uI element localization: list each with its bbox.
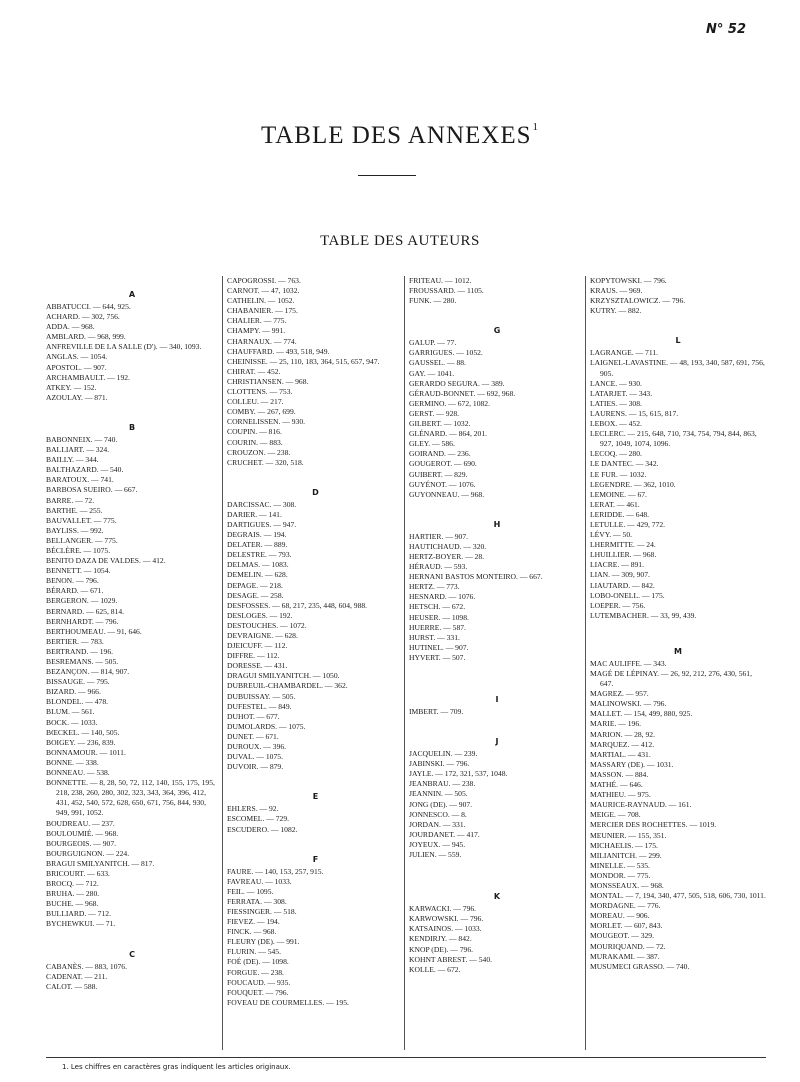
section-letter: M bbox=[674, 646, 682, 656]
author-entry: BROCQ. — 712. bbox=[46, 879, 99, 889]
author-entry: COUPIN. — 816. bbox=[227, 427, 282, 437]
author-entry: MERCIER DES ROCHETTES. — 1019. bbox=[590, 820, 717, 830]
author-entry: BERTHOUMEAU. — 91, 646. bbox=[46, 626, 142, 636]
author-entry: ANFREVILLE DE LA SALLE (D'). — 340, 1093. bbox=[46, 342, 202, 352]
author-entry: MINELLE. — 535. bbox=[590, 860, 650, 870]
author-entry: DARIER. — 141. bbox=[227, 509, 282, 519]
author-entry: FERRATA. — 308. bbox=[227, 896, 287, 906]
author-entry: FIESSINGER. — 518. bbox=[227, 906, 297, 916]
author-entry: BRUHA. — 280. bbox=[46, 889, 100, 899]
author-entry: DUBUISSAY. — 505. bbox=[227, 691, 296, 701]
author-entry: HETSCH. — 672. bbox=[409, 602, 466, 612]
section-letter: I bbox=[495, 695, 499, 704]
spacer bbox=[409, 878, 585, 890]
author-entry: MARIE. — 196. bbox=[590, 719, 642, 729]
author-entry: FUNK. — 280. bbox=[409, 296, 457, 306]
author-entry: CHRISTIANSEN. — 968. bbox=[227, 376, 309, 386]
author-entry: CHIRAT. — 452. bbox=[227, 366, 281, 376]
author-entry: FOÉ (DE). — 1098. bbox=[227, 957, 289, 967]
author-entry: LOBO-ONELL. — 175. bbox=[590, 590, 665, 600]
author-entry: LHERMITTE. — 24. bbox=[590, 540, 656, 550]
author-entry: BULLIARD. — 712. bbox=[46, 909, 111, 919]
author-entry: LIAUTARD. — 842. bbox=[590, 580, 655, 590]
author-entry: HERNANI BASTOS MONTEIRO. — 667. bbox=[409, 572, 543, 582]
author-entry: GÉRAUD-BONNET. — 692, 968. bbox=[409, 388, 516, 398]
spacer bbox=[590, 621, 766, 639]
author-entry: BONNETTE. — 8, 28, 50, 72, 112, 140, 155, 175, 195, 218, 238, 260, 280, 302, 323, 343, 364, 396, 412, 431, 452, 540, 572, 628, 650, 671, 756, 844, 930, 949, 991, 1052. bbox=[46, 778, 215, 818]
author-entry: BAYLISS. — 992. bbox=[46, 525, 104, 535]
author-entry: LATARJET. — 343. bbox=[590, 388, 653, 398]
author-entry: JEANBRAU. — 238. bbox=[409, 779, 476, 789]
author-entry: BARATOUX. — 741. bbox=[46, 475, 114, 485]
author-entry: MORLET. — 607, 843. bbox=[590, 921, 663, 931]
author-entry: GOIRAND. — 236. bbox=[409, 449, 471, 459]
author-entry: LIACRE. — 891. bbox=[590, 560, 644, 570]
author-entry: BAILLY. — 344. bbox=[46, 455, 99, 465]
spacer bbox=[409, 663, 585, 681]
author-entry: FORGUE. — 238. bbox=[227, 967, 284, 977]
author-entry: IMBERT. — 709. bbox=[409, 707, 464, 716]
author-entry: KOPYTOWSKI. — 796. bbox=[590, 276, 667, 285]
page-title bbox=[0, 122, 800, 150]
author-entry: GALUP. — 77. bbox=[409, 338, 457, 348]
author-entry: HÉRAUD. — 593. bbox=[409, 562, 468, 572]
author-entry: HYVERT. — 507. bbox=[409, 652, 466, 662]
author-entry: MARION. — 28, 92. bbox=[590, 729, 655, 739]
author-entry: CHAUFFARD. — 493, 518, 949. bbox=[227, 346, 330, 356]
author-entry: MARQUEZ. — 412. bbox=[590, 739, 655, 749]
author-entry: GARRIGUES. — 1052. bbox=[409, 348, 483, 358]
author-entry: CHAMPY. — 991. bbox=[227, 326, 286, 336]
author-entry: BENITO DAZA DE VALDES. — 412. bbox=[46, 556, 166, 566]
author-entry: GAY. — 1041. bbox=[409, 368, 455, 378]
author-entry: JABINSKI. — 796. bbox=[409, 759, 470, 769]
spacer bbox=[227, 772, 404, 790]
author-entry: BLUM. — 561. bbox=[46, 707, 95, 717]
author-index bbox=[46, 276, 766, 1050]
author-entry: JOURDANET. — 417. bbox=[409, 829, 480, 839]
spacer bbox=[409, 306, 585, 324]
author-entry: HURST. — 331. bbox=[409, 632, 460, 642]
author-entry: BÉCLÈRE. — 1075. bbox=[46, 545, 111, 555]
author-entry: BRICOURT. — 633. bbox=[46, 868, 110, 878]
index-column-1 bbox=[46, 276, 222, 1050]
author-entry: HESNARD. — 1076. bbox=[409, 592, 476, 602]
author-entry: KUTRY. — 882. bbox=[590, 306, 642, 316]
spacer bbox=[46, 930, 218, 948]
author-entry: LE FUR. — 1032. bbox=[590, 469, 647, 479]
author-entry: ESCOMEL. — 729. bbox=[227, 814, 290, 824]
author-entry: MAGÉ DE LÉPINAY. — 26, 92, 212, 276, 430, 561, 647. bbox=[590, 669, 753, 689]
author-entry: MALLET. — 154, 499, 880, 925. bbox=[590, 709, 693, 719]
author-entry: GUIBERT. — 829. bbox=[409, 469, 468, 479]
author-entry: BOCK. — 1033. bbox=[46, 717, 98, 727]
author-entry: AZOULAY. — 871. bbox=[46, 392, 108, 402]
author-entry: ADDA. — 968. bbox=[46, 322, 95, 332]
author-entry: LEBOX. — 452. bbox=[590, 419, 642, 429]
author-entry: JEANNIN. — 505. bbox=[409, 789, 468, 799]
author-entry: BELLANGER. — 775. bbox=[46, 535, 118, 545]
author-entry: BENON. — 796. bbox=[46, 576, 99, 586]
author-entry: BERGERON. — 1029. bbox=[46, 596, 118, 606]
author-entry: ACHARD. — 302, 756. bbox=[46, 312, 120, 322]
author-entry: JACQUELIN. — 239. bbox=[409, 749, 478, 759]
author-entry: BUCHE. — 968. bbox=[46, 899, 99, 909]
author-entry: MAURICE-RAYNAUD. — 161. bbox=[590, 800, 692, 810]
author-entry: MALINOWSKI. — 796. bbox=[590, 699, 667, 709]
author-entry: LEGENDRE. — 362, 1010. bbox=[590, 479, 676, 489]
author-entry: FRITEAU. — 1012. bbox=[409, 276, 472, 285]
author-entry: CABANÈS. — 883, 1076. bbox=[46, 961, 128, 971]
author-entry: LERAT. — 461. bbox=[590, 499, 640, 509]
author-entry: CORNELISSEN. — 930. bbox=[227, 417, 306, 427]
spacer bbox=[227, 468, 404, 486]
author-entry: DARCISSAC. — 308. bbox=[227, 499, 297, 509]
spacer bbox=[227, 835, 404, 853]
author-entry: KARWACKI. — 796. bbox=[409, 904, 477, 914]
author-entry: LERIDDE. — 648. bbox=[590, 509, 650, 519]
author-entry: LETULLE. — 429, 772. bbox=[590, 519, 666, 529]
author-entry: LAIGNEL-LAVASTINE. — 48, 193, 340, 587, 691, 756, 905. bbox=[590, 358, 765, 378]
author-entry: LATIES. — 308. bbox=[590, 398, 642, 408]
author-entry: DUMOLARDS. — 1075. bbox=[227, 721, 306, 731]
author-entry: DELATER. — 889. bbox=[227, 540, 288, 550]
author-entry: BALLIART. — 324. bbox=[46, 445, 110, 455]
author-entry: HERTZ. — 773. bbox=[409, 582, 460, 592]
author-entry: LAGRANGE. — 711. bbox=[590, 348, 659, 358]
author-entry: MEUNIER. — 155, 351. bbox=[590, 830, 667, 840]
author-entry: HERTZ-BOYER. — 28. bbox=[409, 551, 485, 561]
author-entry: DIFFRE. — 112. bbox=[227, 651, 280, 661]
author-entry: LANCE. — 930. bbox=[590, 378, 642, 388]
author-entry: HAUTICHAUD. — 320. bbox=[409, 541, 487, 551]
author-entry: ATKEY. — 152. bbox=[46, 382, 97, 392]
author-entry: FOUCAUD. — 935. bbox=[227, 977, 291, 987]
author-entry: CAPOGROSSI. — 763. bbox=[227, 276, 301, 285]
index-column-4 bbox=[585, 276, 766, 1050]
author-entry: MOURIQUAND. — 72. bbox=[590, 941, 666, 951]
author-entry: DESAGE. — 258. bbox=[227, 590, 284, 600]
author-entry: BEZANÇON. — 814, 907. bbox=[46, 667, 130, 677]
author-entry: BONNEAU. — 538. bbox=[46, 768, 110, 778]
author-entry: FEIL. — 1095. bbox=[227, 886, 274, 896]
author-entry: COLLEU. — 217. bbox=[227, 397, 284, 407]
author-entry: BERTIER. — 783. bbox=[46, 636, 104, 646]
author-entry: BÉRARD. — 671. bbox=[46, 586, 104, 596]
page-number: N° 52 bbox=[706, 22, 746, 37]
section-letter: E bbox=[312, 792, 319, 802]
author-entry: FAVREAU. — 1033. bbox=[227, 876, 292, 886]
author-entry: MARTIAL. — 431. bbox=[590, 749, 651, 759]
author-entry: BERNHARDT. — 796. bbox=[46, 616, 119, 626]
author-entry: GERARDO SEGURA. — 389. bbox=[409, 378, 505, 388]
author-entry: JORDAN. — 331. bbox=[409, 819, 466, 829]
author-entry: LEMOINE. — 67. bbox=[590, 489, 647, 499]
author-entry: MONDOR. — 775. bbox=[590, 870, 651, 880]
author-entry: CARNOT. — 47, 1032. bbox=[227, 286, 300, 296]
author-entry: JONG (DE). — 907. bbox=[409, 799, 473, 809]
author-entry: KRAUS. — 969. bbox=[590, 286, 643, 296]
index-column-3 bbox=[404, 276, 585, 1050]
author-entry: MUSUMECI GRASSO. — 740. bbox=[590, 961, 690, 971]
author-entry: MONSSEAUX. — 968. bbox=[590, 880, 664, 890]
author-entry: BARTHE. — 255. bbox=[46, 505, 103, 515]
author-entry: DARTIGUES. — 947. bbox=[227, 519, 297, 529]
author-entry: LE DANTEC. — 342. bbox=[590, 459, 659, 469]
author-entry: DUVAL. — 1075. bbox=[227, 752, 283, 762]
author-entry: ESCUDERO. — 1082. bbox=[227, 824, 298, 834]
author-entry: GERMINO. — 672, 1082. bbox=[409, 398, 490, 408]
author-entry: FOVEAU DE COURMELLES. — 195. bbox=[227, 997, 349, 1007]
author-entry: MURAKAMI. — 387. bbox=[590, 951, 660, 961]
author-entry: LECOQ. — 280. bbox=[590, 449, 642, 459]
index-column-2 bbox=[222, 276, 404, 1050]
author-entry: GOUGEROT. — 690. bbox=[409, 459, 477, 469]
author-entry: APOSTOL. — 907. bbox=[46, 362, 107, 372]
author-entry: DUBREUIL-CHAMBARDEL. — 362. bbox=[227, 681, 348, 691]
author-entry: BOIGEY. — 236, 839. bbox=[46, 737, 116, 747]
author-entry: CROUZON. — 238. bbox=[227, 447, 291, 457]
author-entry: CADENAT. — 211. bbox=[46, 971, 108, 981]
author-entry: FIEVEZ. — 194. bbox=[227, 917, 280, 927]
author-entry: BOUDREAU. — 237. bbox=[46, 818, 115, 828]
author-entry: HEUSER. — 1098. bbox=[409, 612, 469, 622]
author-entry: COURIN. — 883. bbox=[227, 437, 283, 447]
section-letter: J bbox=[495, 737, 499, 747]
author-entry: FROUSSARD. — 1105. bbox=[409, 286, 484, 296]
footnote-marker: 1 bbox=[532, 120, 540, 133]
author-entry: MATHÉ. — 646. bbox=[590, 780, 643, 790]
section-letter: D bbox=[312, 487, 319, 497]
section-title: TABLE DES AUTEURS bbox=[320, 233, 480, 249]
author-entry: DJEICUFF. — 112. bbox=[227, 641, 288, 651]
author-entry: GERST. — 928. bbox=[409, 408, 460, 418]
author-entry: ANGLAS. — 1054. bbox=[46, 352, 108, 362]
author-entry: DELMAS. — 1083. bbox=[227, 560, 289, 570]
author-entry: JOYEUX. — 945. bbox=[409, 839, 466, 849]
author-entry: LHUILLIER. — 968. bbox=[590, 550, 657, 560]
author-entry: MAC AULIFFE. — 343. bbox=[590, 658, 667, 668]
author-entry: KATSAINOS. — 1033. bbox=[409, 924, 482, 934]
spacer bbox=[590, 316, 766, 334]
author-entry: KNOP (DE). — 796. bbox=[409, 944, 474, 954]
author-entry: DESTOUCHES. — 1072. bbox=[227, 620, 307, 630]
spacer bbox=[409, 717, 585, 735]
footnote: 1. Les chiffres en caractères gras indiquent les articles originaux. bbox=[62, 1063, 291, 1071]
author-entry: DEGRAIS. — 194. bbox=[227, 530, 287, 540]
author-entry: DESFOSSES. — 68, 217, 235, 448, 604, 988. bbox=[227, 600, 368, 610]
author-entry: DEPAGE. — 218. bbox=[227, 580, 283, 590]
author-entry: DUNET. — 671. bbox=[227, 731, 279, 741]
author-entry: ARCHAMBAULT. — 192. bbox=[46, 372, 130, 382]
author-entry: KOLLE. — 672. bbox=[409, 964, 461, 974]
author-entry: GUYÉNOT. — 1076. bbox=[409, 479, 476, 489]
author-entry: MEIGE. — 708. bbox=[590, 810, 641, 820]
author-entry: LOEPER. — 756. bbox=[590, 600, 646, 610]
author-entry: EHLERS. — 92. bbox=[227, 804, 279, 814]
author-entry: AMBLARD. — 968, 999. bbox=[46, 332, 126, 342]
author-entry: BOURGUIGNON. — 224. bbox=[46, 848, 130, 858]
author-entry: KRZYSZTALOWICZ. — 796. bbox=[590, 296, 686, 306]
author-entry: CALOT. — 588. bbox=[46, 981, 98, 991]
author-entry: MORDAGNE. — 776. bbox=[590, 901, 661, 911]
author-entry: MICHAELIS. — 175. bbox=[590, 840, 658, 850]
author-entry: JULIEN. — 559. bbox=[409, 850, 462, 860]
section-letter: C bbox=[129, 949, 135, 959]
author-entry: DUFESTEL. — 849. bbox=[227, 701, 292, 711]
author-entry: BISSAUGE. — 795. bbox=[46, 677, 110, 687]
author-entry: BENNETT. — 1054. bbox=[46, 566, 111, 576]
section-letter: L bbox=[675, 336, 681, 346]
author-entry: BONNAMOUR. — 1011. bbox=[46, 747, 126, 757]
author-entry: MOREAU. — 906. bbox=[590, 911, 650, 921]
author-entry: GUYONNEAU. — 968. bbox=[409, 489, 485, 499]
author-entry: BAUVALLET. — 775. bbox=[46, 515, 117, 525]
author-entry: KENDIRJY. — 842. bbox=[409, 934, 472, 944]
title-text: TABLE DES ANNEXES bbox=[260, 122, 532, 149]
spacer bbox=[46, 276, 218, 288]
author-entry: BOURGEOIS. — 907. bbox=[46, 838, 117, 848]
author-entry: KOHNT ABREST. — 540. bbox=[409, 954, 493, 964]
author-entry: MASSARY (DE). — 1031. bbox=[590, 759, 674, 769]
author-entry: DESLOGES. — 192. bbox=[227, 610, 293, 620]
author-entry: DEVRAIGNE. — 628. bbox=[227, 631, 298, 640]
author-entry: CATHELIN. — 1052. bbox=[227, 296, 295, 306]
author-entry: BŒCKEL. — 140, 505. bbox=[46, 727, 120, 737]
spacer bbox=[409, 860, 585, 878]
author-entry: LUTEMBACHER. — 33, 99, 439. bbox=[590, 610, 697, 620]
author-entry: CRUCHET. — 320, 518. bbox=[227, 457, 304, 467]
author-entry: BALTHAZARD. — 540. bbox=[46, 465, 124, 475]
author-entry: BYCHEWKUI. — 71. bbox=[46, 919, 116, 929]
author-entry: BABONNEIX. — 740. bbox=[46, 434, 118, 444]
author-entry: GILBERT. — 1032. bbox=[409, 419, 471, 429]
author-entry: FOUQUET. — 796. bbox=[227, 987, 289, 997]
author-entry: CHARNAUX. — 774. bbox=[227, 336, 297, 346]
author-entry: COMBY. — 267, 699. bbox=[227, 407, 296, 417]
author-entry: BOULOUMIÉ. — 968. bbox=[46, 828, 119, 838]
author-entry: MONTAL. — 7, 194, 340, 477, 505, 518, 606, 730, 1011. bbox=[590, 891, 766, 901]
author-entry: ABBATUCCI. — 644, 925. bbox=[46, 302, 131, 311]
title-divider bbox=[358, 175, 416, 176]
author-entry: FINCK. — 968. bbox=[227, 927, 277, 937]
author-entry: MATHIEU. — 975. bbox=[590, 790, 651, 800]
section-letter: K bbox=[493, 892, 501, 902]
author-entry: GLÉNARD. — 864, 201. bbox=[409, 429, 488, 439]
author-entry: CHALIER. — 775. bbox=[227, 316, 287, 326]
author-entry: HUTINEL. — 907. bbox=[409, 642, 469, 652]
author-entry: GLEY. — 586. bbox=[409, 439, 455, 449]
author-entry: LECLERC. — 215, 648, 710, 734, 754, 794, 844, 863, 927, 1049, 1074, 1096. bbox=[590, 429, 757, 449]
author-entry: CHEINISSE. — 25, 110, 183, 364, 515, 657, 947. bbox=[227, 356, 380, 366]
author-entry: DUROUX. — 396. bbox=[227, 742, 287, 752]
author-entry: DRAGUI SMILYANITCH. — 1050. bbox=[227, 671, 340, 681]
author-entry: KARWOWSKI. — 796. bbox=[409, 914, 484, 924]
author-entry: BONNE. — 338. bbox=[46, 757, 99, 767]
author-entry: FLURIN. — 545. bbox=[227, 947, 282, 957]
author-entry: BRAGUI SMILYANITCH. — 817. bbox=[46, 858, 155, 868]
author-entry: BERTRAND. — 196. bbox=[46, 646, 114, 656]
author-entry: LAURENS. — 15, 615, 817. bbox=[590, 408, 679, 418]
author-entry: DELESTRE. — 793. bbox=[227, 550, 292, 560]
author-entry: BERNARD. — 625, 814. bbox=[46, 606, 125, 616]
author-entry: DUVOIR. — 879. bbox=[227, 762, 284, 772]
spacer bbox=[409, 500, 585, 518]
author-entry: CHABANIER. — 175. bbox=[227, 306, 298, 316]
author-entry: HUERRE. — 587. bbox=[409, 622, 466, 632]
spacer bbox=[409, 681, 585, 693]
author-entry: MASSON. — 884. bbox=[590, 769, 649, 779]
author-entry: MOUGEOT. — 329. bbox=[590, 931, 654, 941]
author-entry: HARTIER. — 907. bbox=[409, 531, 469, 541]
author-entry: DEMELIN. — 628. bbox=[227, 570, 288, 580]
author-entry: MAGREZ. — 957. bbox=[590, 689, 649, 699]
author-entry: BARBOSA SUEIRO. — 667. bbox=[46, 485, 138, 495]
author-entry: LIAN. — 309, 907. bbox=[590, 570, 650, 580]
spacer bbox=[46, 403, 218, 421]
author-entry: DUHOT. — 677. bbox=[227, 711, 280, 721]
author-entry: GAUSSEL. — 88. bbox=[409, 358, 466, 368]
footnote-divider bbox=[46, 1057, 766, 1058]
section-letter: B bbox=[128, 422, 136, 432]
author-entry: BLONDEL. — 478. bbox=[46, 697, 109, 707]
author-entry: FAURE. — 140, 153, 257, 915. bbox=[227, 866, 324, 876]
author-entry: JONNESCO. — 8. bbox=[409, 809, 467, 819]
section-letter: A bbox=[128, 290, 136, 299]
author-entry: DORESSE. — 431. bbox=[227, 661, 288, 671]
author-entry: LÉVY. — 50. bbox=[590, 530, 633, 540]
section-letter: G bbox=[493, 326, 501, 336]
author-entry: MILIANITCH. — 299. bbox=[590, 850, 662, 860]
section-letter: F bbox=[312, 854, 319, 864]
author-entry: BIZARD. — 966. bbox=[46, 687, 101, 697]
author-entry: JAYLE. — 172, 321, 537, 1048. bbox=[409, 769, 508, 779]
author-entry: CLOTTENS. — 753. bbox=[227, 387, 293, 397]
author-entry: FLEURY (DE). — 991. bbox=[227, 937, 300, 947]
author-entry: BESREMANS. — 505. bbox=[46, 657, 119, 666]
section-letter: H bbox=[493, 519, 501, 529]
author-entry: BARRE. — 72. bbox=[46, 495, 95, 505]
